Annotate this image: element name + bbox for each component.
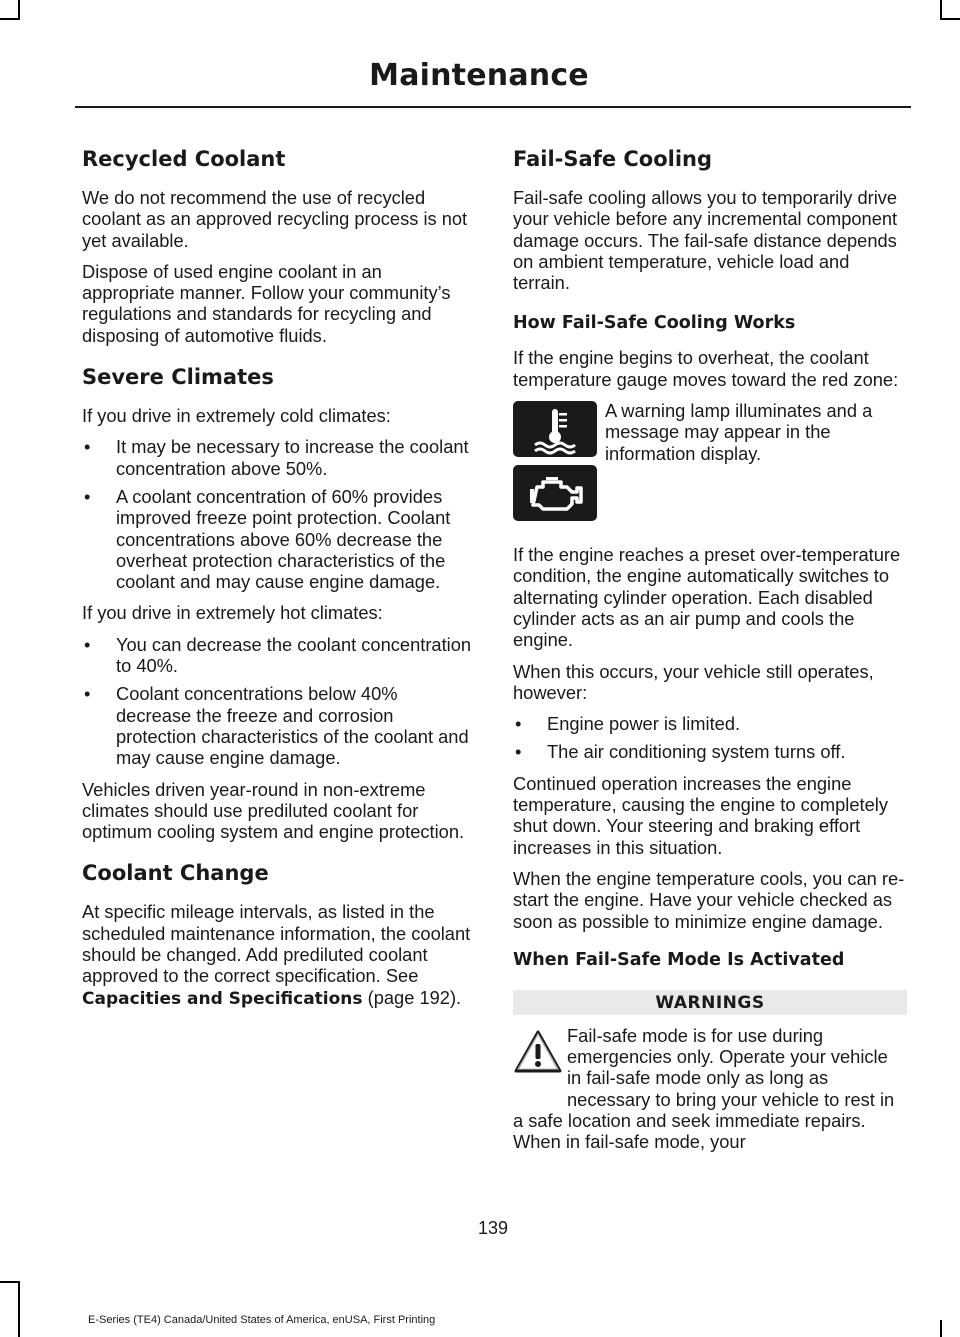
list-item: • It may be necessary to increase the coolant concentration above 50%. [82,436,476,479]
crop-mark [0,18,20,20]
crop-mark [18,0,20,20]
list-item: • Engine power is limited. [513,713,907,734]
list-item: • A coolant concentration of 60% provides improved freeze point protection. Coolant concentrations above 60% decrease the overheat protection characteristics of the coolant and may cause engine damage. [82,486,476,592]
left-column [82,142,476,1020]
bullet-list-cold [82,436,476,592]
section-heading-fail-safe-cooling: Fail-Safe Cooling [513,147,713,171]
page-number: 139 [477,1218,509,1238]
paragraph: Vehicles driven year-round in non-extreme climates should use prediluted coolant for optimum cooling system and engine protection. [82,778,465,843]
cross-reference-link[interactable]: Capacities and Specifications [82,988,363,1009]
crop-mark [940,18,960,20]
warning-text-content: Fail-safe mode is for use during emergencies only. Operate your vehicle in fail-safe mode only as long as necessary to bring your vehicle to rest in a safe location and seek immediate repairs. When in fail-safe mode, your [513,1024,895,1153]
footer-text: E-Series (TE4) Canada/United States of America, enUSA, First Printing [88,1314,436,1326]
list-item: • The air conditioning system turns off. [513,741,907,762]
warning-lamp-description: A warning lamp illuminates and a message may appear in the information display. [605,400,873,464]
check-engine-icon [513,465,597,521]
paragraph: If you drive in extremely cold climates: [82,405,391,427]
section-heading-coolant-change: Coolant Change [82,861,269,886]
paragraph-text: At specific mileage intervals, as listed in the scheduled maintenance information, the coolant should be changed. Add prediluted coolant approved to the correct specification. See [82,901,471,987]
warning-text [513,1025,907,1153]
paragraph: Dispose of used engine coolant in an appropriate manner. Follow your community’s regulations and standards for recycling and disposing of automotive fluids. [82,260,451,346]
warnings-banner: WARNINGS [513,990,907,1015]
subheading-how-fail-safe-works: How Fail-Safe Cooling Works [513,313,796,334]
crop-mark [940,0,942,20]
warning-lamp-row [513,400,907,530]
right-column [513,142,907,1153]
subheading-fail-safe-activated: When Fail-Safe Mode Is Activated [513,949,845,970]
bullet-list-effects [513,713,907,763]
header-divider [75,106,911,108]
paragraph: Continued operation increases the engine temperature, causing the engine to completely shut down. Your steering and braking effort increases in this situation. [513,772,888,858]
paragraph: Fail-safe cooling allows you to temporarily drive your vehicle before any incremental component damage occurs. The fail-safe distance depends on ambient temperature, vehicle load and terrain. [513,187,898,294]
paragraph: If the engine reaches a preset over-temperature condition, the engine automatically switches to alternating cylinder operation. Each disabled cylinder acts as an air pump and cools the engine. [513,544,901,651]
list-item: • Coolant concentrations below 40% decrease the freeze and corrosion protection characteristics of the coolant and may cause engine damage. [82,683,476,768]
section-heading-severe-climates: Severe Climates [82,365,274,390]
warning-block [513,1025,907,1153]
paragraph [82,901,476,1009]
section-heading-recycled-coolant: Recycled Coolant [82,147,286,171]
coolant-temperature-icon [513,401,597,457]
bullet-list-hot [82,634,476,769]
crop-mark [940,1320,942,1337]
paragraph: If you drive in extremely hot climates: [82,602,383,624]
page-title: Maintenance [369,58,589,93]
paragraph: When this occurs, your vehicle still operates, however: [513,660,874,703]
paragraph: We do not recommend the use of recycled coolant as an approved recycling process is not yet available. [82,187,468,251]
list-item: • You can decrease the coolant concentration to 40%. [82,634,476,677]
paragraph: If the engine begins to overheat, the coolant temperature gauge moves toward the red zone: [513,347,899,390]
crop-mark [18,1281,20,1337]
paragraph: When the engine temperature cools, you can re-start the engine. Have your vehicle checked as soon as possible to minimize engine damage. [513,867,905,932]
crop-mark [0,1281,20,1283]
warning-triangle-icon [513,1029,563,1075]
page-reference: (page 192). [362,986,462,1008]
